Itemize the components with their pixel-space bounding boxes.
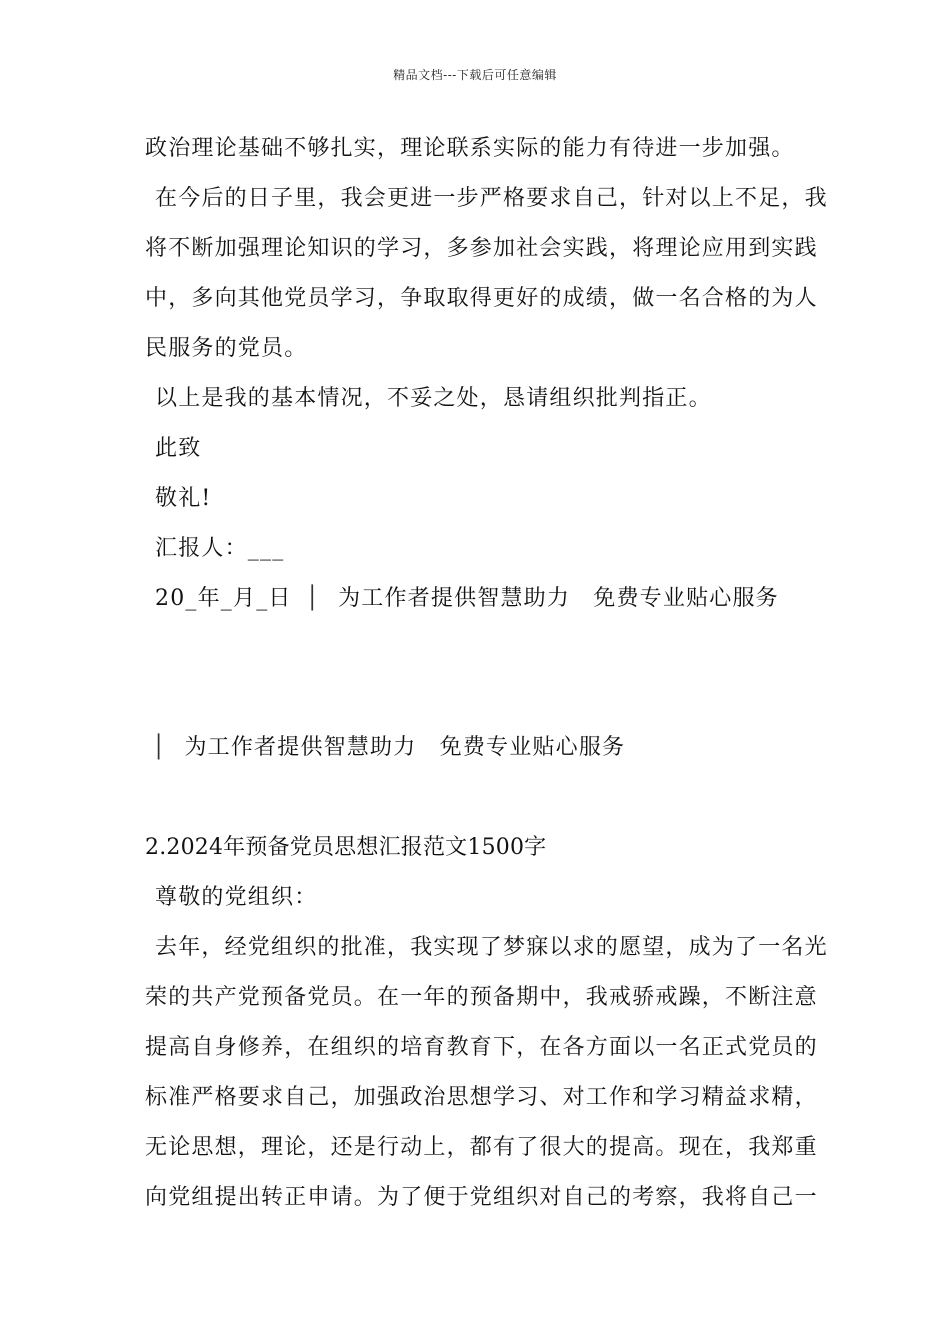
paragraph-line: 在今后的日子里，我会更进一步严格要求自己，针对以上不足，我 — [155, 186, 828, 211]
slogan-text: 为工作者提供智慧助力 免费专业贴心服务 — [338, 586, 779, 611]
paragraph-line: 荣的共产党预备党员。在一年的预备期中，我戒骄戒躁，不断注意 — [145, 985, 818, 1010]
paragraph-line: 去年，经党组织的批准，我实现了梦寐以求的愿望，成为了一名光 — [155, 935, 828, 960]
paragraph-line: 将不断加强理论知识的学习，多参加社会实践，将理论应用到实践 — [145, 236, 818, 261]
paragraph-line: 无论思想，理论，还是行动上，都有了很大的提高。现在，我郑重 — [145, 1135, 818, 1160]
separator: │ — [305, 586, 321, 611]
date-and-slogan-line — [155, 584, 779, 614]
footer-slogan-line — [152, 733, 625, 763]
paragraph-line: 政治理论基础不够扎实，理论联系实际的能力有待进一步加强。 — [145, 136, 795, 161]
paragraph-line: 中，多向其他党员学习，争取取得更好的成绩，做一名合格的为人 — [145, 286, 818, 311]
paragraph-line: 提高自身修养，在组织的培育教育下，在各方面以一名正式党员的 — [145, 1035, 818, 1060]
section-title: 2.2024年预备党员思想汇报范文1500字 — [145, 835, 547, 860]
page-header: 精品文档---下载后可任意编辑 — [393, 68, 557, 82]
closing-line: 敬礼! — [155, 486, 212, 511]
paragraph-line: 向党组提出转正申请。为了便于党组织对自己的考察，我将自己一 — [145, 1185, 818, 1210]
salutation: 尊敬的党组织： — [155, 885, 318, 910]
separator: │ — [152, 735, 167, 760]
date-text: 20_年_月_日 — [155, 586, 292, 611]
slogan-text: 为工作者提供智慧助力 免费专业贴心服务 — [184, 735, 626, 760]
closing-line: 此致 — [155, 436, 202, 461]
signature-line: 汇报人：___ — [155, 536, 285, 561]
paragraph-line: 民服务的党员。 — [145, 336, 308, 361]
paragraph-line: 以上是我的基本情况，不妥之处，恳请组织批判指正。 — [155, 386, 712, 411]
paragraph-line: 标准严格要求自己，加强政治思想学习、对工作和学习精益求精， — [145, 1085, 818, 1110]
